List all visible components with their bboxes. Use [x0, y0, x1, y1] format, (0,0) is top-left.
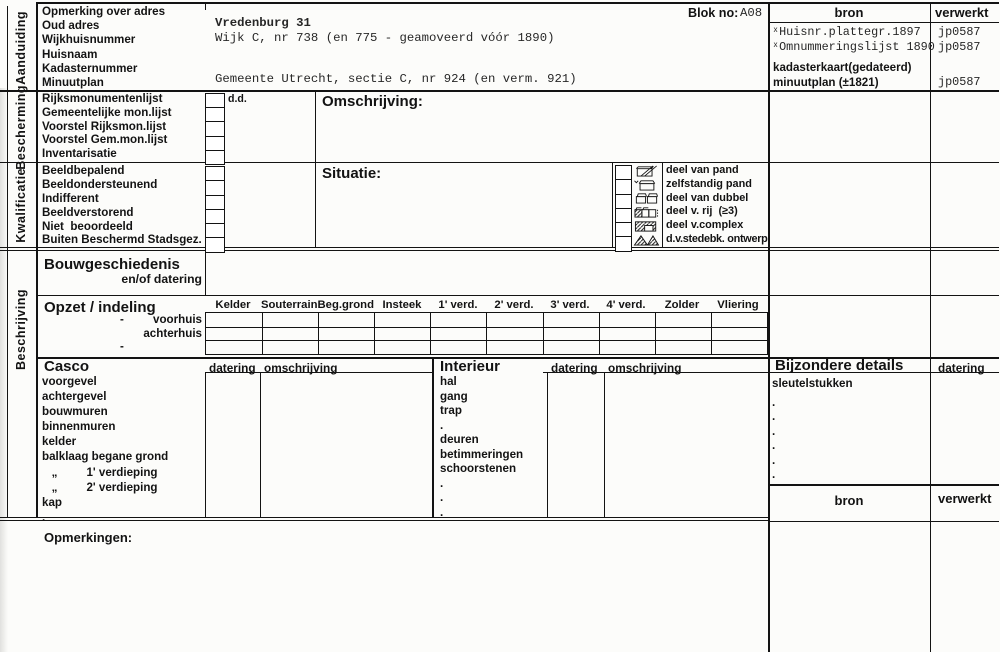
checkbox[interactable] [206, 94, 224, 107]
handwritten-mark: ˣ [772, 40, 780, 54]
divider [768, 521, 999, 522]
checkbox[interactable] [616, 179, 631, 193]
divider [768, 22, 999, 23]
row-label: Niet beoordeeld [42, 219, 133, 233]
column-header: Insteek [382, 299, 422, 311]
opzet-cell[interactable] [262, 327, 318, 341]
opzet-cell[interactable] [711, 313, 767, 327]
opzet-cell[interactable] [655, 340, 711, 354]
checkbox[interactable] [206, 223, 224, 237]
divider [36, 2, 38, 518]
row-label: Wijkhuisnummer [42, 33, 136, 47]
row-label: Gemeentelijke mon.lijst [42, 105, 172, 119]
opmerkingen-header: Opmerkingen: [44, 530, 133, 545]
divider [205, 250, 206, 295]
section-label-beschrijving: Beschrijving [14, 289, 28, 371]
verwerkt-column-header: verwerkt [938, 491, 992, 506]
row-label: Voorstel Rijksmon.lijst [42, 119, 167, 133]
option-label: d.v.stedebk. ontwerp [666, 232, 768, 245]
row-label: hal [440, 375, 457, 388]
opzet-grid [205, 312, 768, 355]
opzet-cell[interactable] [262, 313, 318, 327]
opzet-column-headers [205, 299, 766, 311]
bron-row: minuutplan (±1821) [773, 76, 879, 89]
bron-row: kadasterkaart(gedateerd) [773, 61, 912, 74]
detached-building-icon [633, 179, 660, 191]
bron-row: ˣHuisnr.plattegr.1897 [772, 25, 921, 39]
kadaster-value: Gemeente Utrecht, sectie C, nr 924 (en verm. 921) [215, 72, 577, 86]
row-label: sleutelstukken [772, 377, 853, 390]
row-label: Opmerking over adres [42, 5, 166, 18]
opzet-header: Opzet / indeling [44, 299, 156, 316]
opzet-cell[interactable] [206, 340, 262, 354]
urban-design-icon [633, 234, 660, 246]
row-label: . [772, 396, 776, 409]
aanduiding-row-labels [42, 5, 165, 90]
row-label: „ 2' verdieping [42, 480, 158, 494]
blok-label: Blok no: [688, 6, 739, 20]
double-building-icon [633, 192, 660, 204]
row-label: gang [440, 389, 468, 403]
row-label: trap [440, 404, 462, 417]
row-label: kelder [42, 435, 77, 449]
row-label: Beeldondersteunend [42, 177, 158, 191]
omschrijving-header: Omschrijving: [322, 93, 423, 110]
datering-header: datering [551, 361, 598, 375]
address-value: Vredenburg 31 [215, 16, 311, 30]
row-label: . [772, 410, 776, 424]
opzet-cell[interactable] [374, 340, 430, 354]
complex-building-icon [633, 220, 660, 232]
checkbox[interactable] [206, 237, 224, 251]
casco-header: Casco [44, 358, 90, 375]
checkbox[interactable] [616, 236, 631, 250]
checkbox[interactable] [206, 180, 224, 194]
row-label: . [440, 491, 444, 504]
bron-column-header: bron [834, 493, 864, 508]
interieur-row-labels [440, 375, 523, 520]
row-label: Voorstel Gem.mon.lijst [42, 133, 168, 147]
omschrijving-header: omschrijving [264, 361, 338, 375]
opzet-cell[interactable] [262, 340, 318, 354]
row-label: . [772, 424, 776, 438]
bouwgeschiedenis-subheader: en/of datering [121, 272, 202, 286]
checkbox[interactable] [616, 208, 631, 222]
row-label: Huisnaam [42, 47, 98, 61]
divider [260, 372, 261, 518]
row-building-icon [633, 206, 660, 218]
bouwgeschiedenis-header: Bouwgeschiedenis [44, 256, 180, 273]
row-label: Rijksmonumentenlijst [42, 92, 163, 105]
opzet-cell[interactable] [318, 340, 374, 354]
option-label: zelfstandig pand [666, 177, 752, 190]
opzet-cell[interactable] [318, 327, 374, 341]
column-header: Beg.grond [317, 299, 374, 311]
interieur-header: Interieur [440, 358, 501, 375]
opzet-cell[interactable] [655, 313, 711, 327]
opzet-cell[interactable] [430, 340, 486, 354]
divider [604, 372, 605, 518]
section-divider [0, 247, 999, 251]
bescherming-row-labels [42, 92, 172, 161]
option-label: deel v.complex [666, 219, 744, 232]
column-header: Vliering [717, 299, 759, 311]
option-label: deel v. rij (≥3) [666, 205, 738, 218]
column-header: Kelder [215, 299, 251, 311]
opzet-cell[interactable] [430, 327, 486, 341]
row-label: bouwmuren [42, 405, 108, 419]
column-header: Souterrain [261, 299, 318, 311]
opzet-cell[interactable] [486, 327, 542, 341]
row-label: Buiten Beschermd Stadsgez. [42, 233, 202, 247]
column-header: 1' verd. [438, 299, 478, 311]
divider [205, 372, 206, 518]
verwerkt-value: jp0587 [938, 25, 981, 39]
row-label: . [42, 510, 46, 524]
verwerkt-column-header: verwerkt [935, 5, 989, 20]
part-of-building-icon [633, 165, 660, 177]
divider [612, 162, 613, 248]
row-label: . [440, 505, 444, 519]
checkbox[interactable] [206, 167, 224, 180]
opzet-cell[interactable] [543, 313, 599, 327]
divider [205, 2, 206, 10]
row-label: Minuutplan [42, 75, 104, 89]
checkbox[interactable] [616, 166, 631, 179]
checkbox[interactable] [616, 222, 631, 236]
old-address-value: Wijk C, nr 738 (en 775 - geamoveerd vóór 1890) [215, 31, 555, 45]
situatie-icons [633, 164, 660, 247]
row-label: „ 1' verdieping [42, 465, 158, 479]
checkbox[interactable] [206, 107, 224, 121]
row-label: schoorstenen [440, 462, 517, 475]
divider [768, 2, 770, 652]
row-label: binnenmuren [42, 420, 116, 434]
opzet-cell[interactable] [655, 327, 711, 341]
row-label: achtergevel [42, 390, 107, 404]
situatie-header: Situatie: [322, 165, 382, 182]
row-label: . [440, 418, 444, 432]
bron-column-header: bron [834, 5, 864, 20]
column-header: 4' verd. [606, 299, 646, 311]
section-label-aanduiding: Aanduiding [14, 11, 28, 85]
divider [36, 295, 999, 296]
row-label: betimmeringen [440, 447, 524, 461]
opzet-cell[interactable] [318, 313, 374, 327]
datering-header: datering [209, 361, 256, 375]
opzet-cell[interactable] [430, 313, 486, 327]
row-label: voorhuis [153, 313, 202, 326]
row-label: . [440, 476, 444, 490]
divider [36, 2, 999, 4]
divider [768, 484, 999, 486]
casco-row-labels [42, 375, 168, 526]
row-label: . [772, 467, 776, 481]
bron-row: ˣOmnummeringslijst 1890 [772, 40, 935, 54]
row-label: voorgevel [42, 375, 97, 388]
situatie-checkboxes [615, 165, 632, 252]
opzet-cell[interactable] [206, 313, 262, 327]
row-label: achterhuis [143, 326, 202, 340]
opzet-cell[interactable] [374, 327, 430, 341]
kwalificatie-checkboxes [205, 166, 225, 253]
dash: - [120, 313, 124, 326]
opzet-cell[interactable] [206, 327, 262, 341]
row-label: deuren [440, 433, 479, 446]
dd-label: d.d. [228, 93, 247, 105]
divider [662, 162, 663, 248]
opzet-cell[interactable] [711, 340, 767, 354]
row-label: Kadasternummer [42, 61, 138, 75]
opzet-cell[interactable] [486, 340, 542, 354]
row-label: Oud adres [42, 19, 100, 33]
opzet-cell[interactable] [374, 313, 430, 327]
row-label: Inventarisatie [42, 147, 117, 161]
dash: - [120, 340, 124, 353]
situatie-option-labels [666, 164, 768, 247]
checkbox[interactable] [616, 194, 631, 208]
section-label-kwalificatie: Kwalificatie [14, 168, 28, 243]
opzet-cell[interactable] [543, 327, 599, 341]
option-label: deel van dubbel [666, 191, 749, 204]
bescherming-checkboxes [205, 93, 225, 165]
row-label: balklaag begane grond [42, 450, 169, 464]
blok-value: A08 [740, 6, 763, 20]
bijzondere-details-header: Bijzondere details [775, 357, 904, 374]
column-header: 3' verd. [550, 299, 590, 311]
row-label: . [772, 453, 776, 467]
checkbox[interactable] [206, 209, 224, 223]
opzet-cell[interactable] [486, 313, 542, 327]
opzet-cell[interactable] [711, 327, 767, 341]
section-label-bescherming: Bescherming [14, 84, 28, 170]
opzet-cell[interactable] [599, 340, 655, 354]
checkbox[interactable] [206, 195, 224, 209]
row-label: kap [42, 495, 62, 509]
omschrijving-header: omschrijving [608, 361, 682, 375]
verwerkt-value: jp0587 [938, 40, 981, 54]
divider [315, 90, 316, 248]
checkbox[interactable] [206, 150, 224, 164]
kwalificatie-row-labels [42, 164, 202, 247]
row-label: . [772, 439, 776, 453]
option-label: deel van pand [666, 164, 739, 176]
checkbox[interactable] [206, 121, 224, 135]
opzet-cell[interactable] [599, 313, 655, 327]
datering-header: datering [938, 361, 985, 375]
divider [547, 372, 548, 518]
handwritten-mark: ˣ [772, 25, 780, 39]
row-label: Beeldbepalend [42, 164, 125, 177]
checkbox[interactable] [206, 136, 224, 150]
row-label: Beeldverstorend [42, 205, 134, 219]
bijzondere-dot-rows [772, 396, 775, 482]
opzet-cell[interactable] [599, 327, 655, 341]
verwerkt-value: jp0587 [938, 75, 981, 89]
opzet-cell[interactable] [543, 340, 599, 354]
divider [930, 2, 931, 652]
row-label: Indifferent [42, 191, 99, 205]
column-header: Zolder [664, 299, 700, 311]
divider [432, 357, 434, 518]
column-header: 2' verd. [494, 299, 534, 311]
